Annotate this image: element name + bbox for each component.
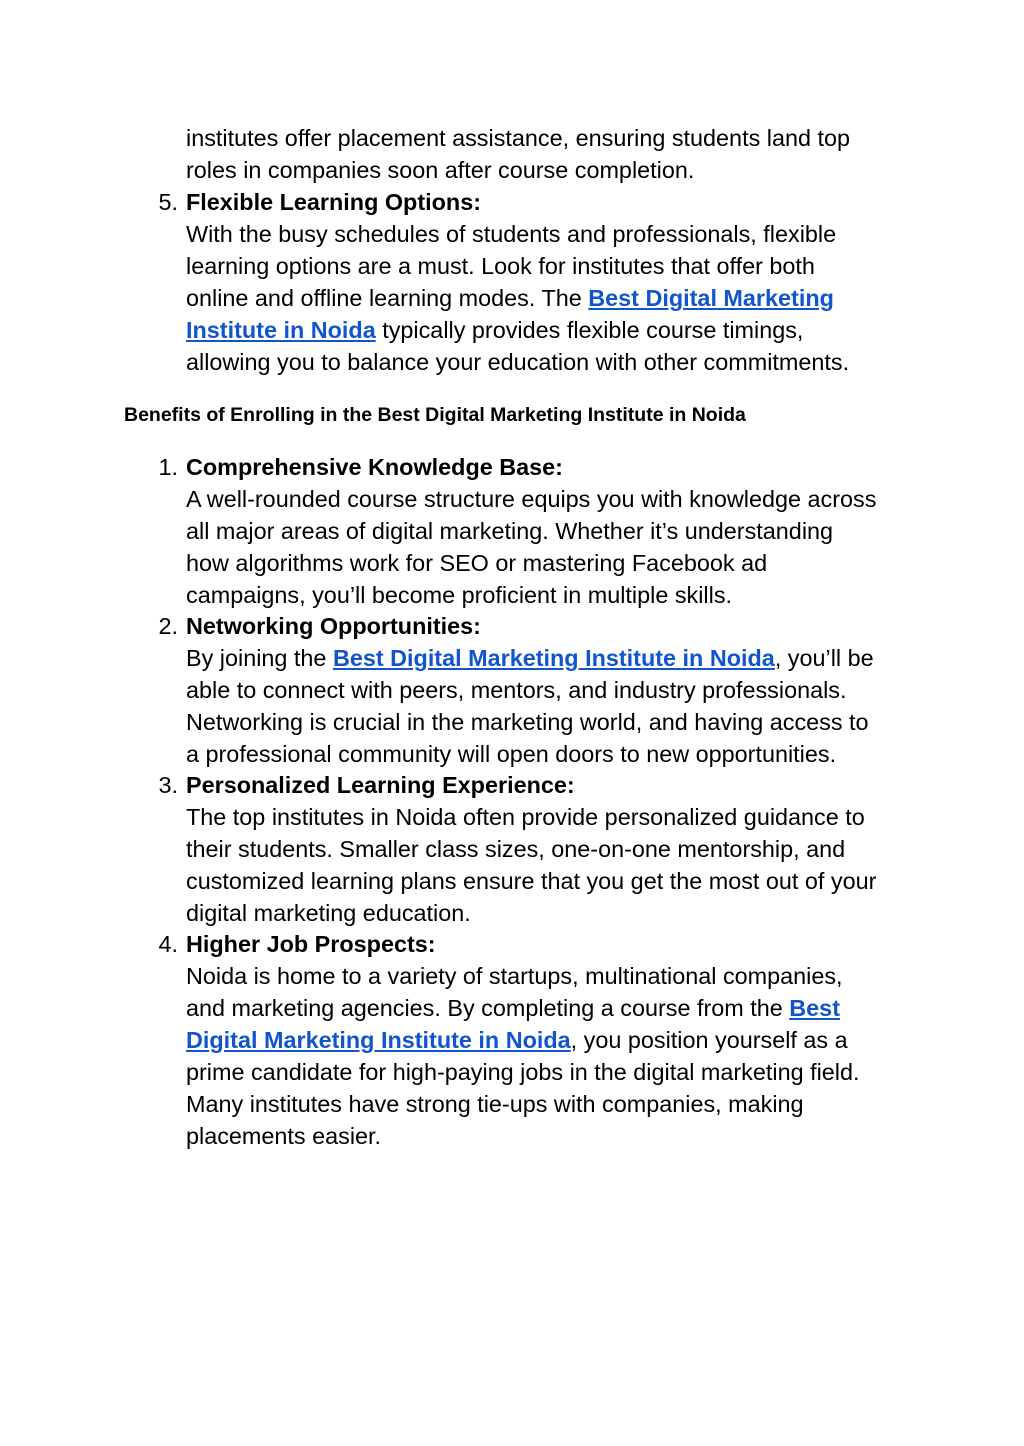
item5-line-2: learning options are a must. Look for institutes that offer both bbox=[186, 253, 815, 279]
benefit1-line-4: campaigns, you’ll become proficient in multiple skills. bbox=[186, 582, 733, 608]
benefit3-line-3: customized learning plans ensure that you get the most out of your bbox=[186, 868, 877, 894]
benefit4-line-3-text: , you position yourself as a bbox=[570, 1027, 848, 1053]
list-number-1: 1. bbox=[158, 454, 178, 480]
benefit3-title: Personalized Learning Experience: bbox=[186, 772, 575, 798]
best-institute-link-2[interactable]: Best Digital Marketing Institute in Noida bbox=[332, 645, 775, 671]
item5-line-3-text: online and offline learning modes. The bbox=[186, 285, 589, 311]
item5-line-4-text: typically provides flexible course timings, bbox=[375, 317, 804, 343]
benefit4-line-1: Noida is home to a variety of startups, multinational companies, bbox=[186, 963, 843, 989]
benefit2-line-1-text-a: By joining the bbox=[186, 645, 333, 671]
item5-line-1: With the busy schedules of students and professionals, flexible bbox=[186, 221, 837, 247]
benefit2-title: Networking Opportunities: bbox=[186, 613, 481, 639]
item5-line-5: allowing you to balance your education with other commitments. bbox=[186, 349, 850, 375]
item5-line-3 bbox=[186, 282, 834, 314]
benefit3-line-1: The top institutes in Noida often provide personalized guidance to bbox=[186, 804, 865, 830]
benefit4-line-5: Many institutes have strong tie-ups with companies, making bbox=[186, 1091, 804, 1117]
benefit4-line-2 bbox=[186, 992, 840, 1024]
benefit4-line-4: prime candidate for high-paying jobs in the digital marketing field. bbox=[186, 1059, 860, 1085]
best-institute-link-3a[interactable]: Best bbox=[789, 995, 840, 1021]
list-number-4: 4. bbox=[158, 931, 178, 957]
list-number-3: 3. bbox=[158, 772, 178, 798]
benefit2-line-2: able to connect with peers, mentors, and industry professionals. bbox=[186, 677, 847, 703]
item5-line-4 bbox=[186, 314, 803, 346]
list-number-5: 5. bbox=[158, 189, 178, 215]
best-institute-link-3b[interactable]: Digital Marketing Institute in Noida bbox=[186, 1027, 571, 1053]
benefit3-line-2: their students. Smaller class sizes, one-on-one mentorship, and bbox=[186, 836, 846, 862]
benefit1-title: Comprehensive Knowledge Base: bbox=[186, 454, 563, 480]
benefit1-line-1: A well-rounded course structure equips you with knowledge across bbox=[186, 486, 877, 512]
benefit4-line-2-text: and marketing agencies. By completing a course from the bbox=[186, 995, 790, 1021]
benefit1-line-2: all major areas of digital marketing. Whether it’s understanding bbox=[186, 518, 834, 544]
benefit2-line-3: Networking is crucial in the marketing world, and having access to bbox=[186, 709, 869, 735]
benefit2-line-1 bbox=[186, 642, 874, 674]
benefit4-title: Higher Job Prospects: bbox=[186, 931, 436, 957]
benefit1-line-3: how algorithms work for SEO or mastering Facebook ad bbox=[186, 550, 768, 576]
list-number-2: 2. bbox=[158, 613, 178, 639]
best-institute-link-1a[interactable]: Best Digital Marketing bbox=[588, 285, 834, 311]
benefit4-line-3 bbox=[186, 1024, 848, 1056]
item4-continuation-line-1: institutes offer placement assistance, ensuring students land top bbox=[186, 125, 850, 151]
benefit3-line-4: digital marketing education. bbox=[186, 900, 471, 926]
item4-continuation-line-2: roles in companies soon after course completion. bbox=[186, 157, 695, 183]
section-heading: Benefits of Enrolling in the Best Digital Marketing Institute in Noida bbox=[124, 404, 746, 426]
benefit4-line-6: placements easier. bbox=[186, 1123, 382, 1149]
benefit2-line-1-text-b: , you’ll be bbox=[774, 645, 874, 671]
item5-title: Flexible Learning Options: bbox=[186, 189, 482, 215]
benefit2-line-4: a professional community will open doors to new opportunities. bbox=[186, 741, 837, 767]
best-institute-link-1b[interactable]: Institute in Noida bbox=[186, 317, 376, 343]
